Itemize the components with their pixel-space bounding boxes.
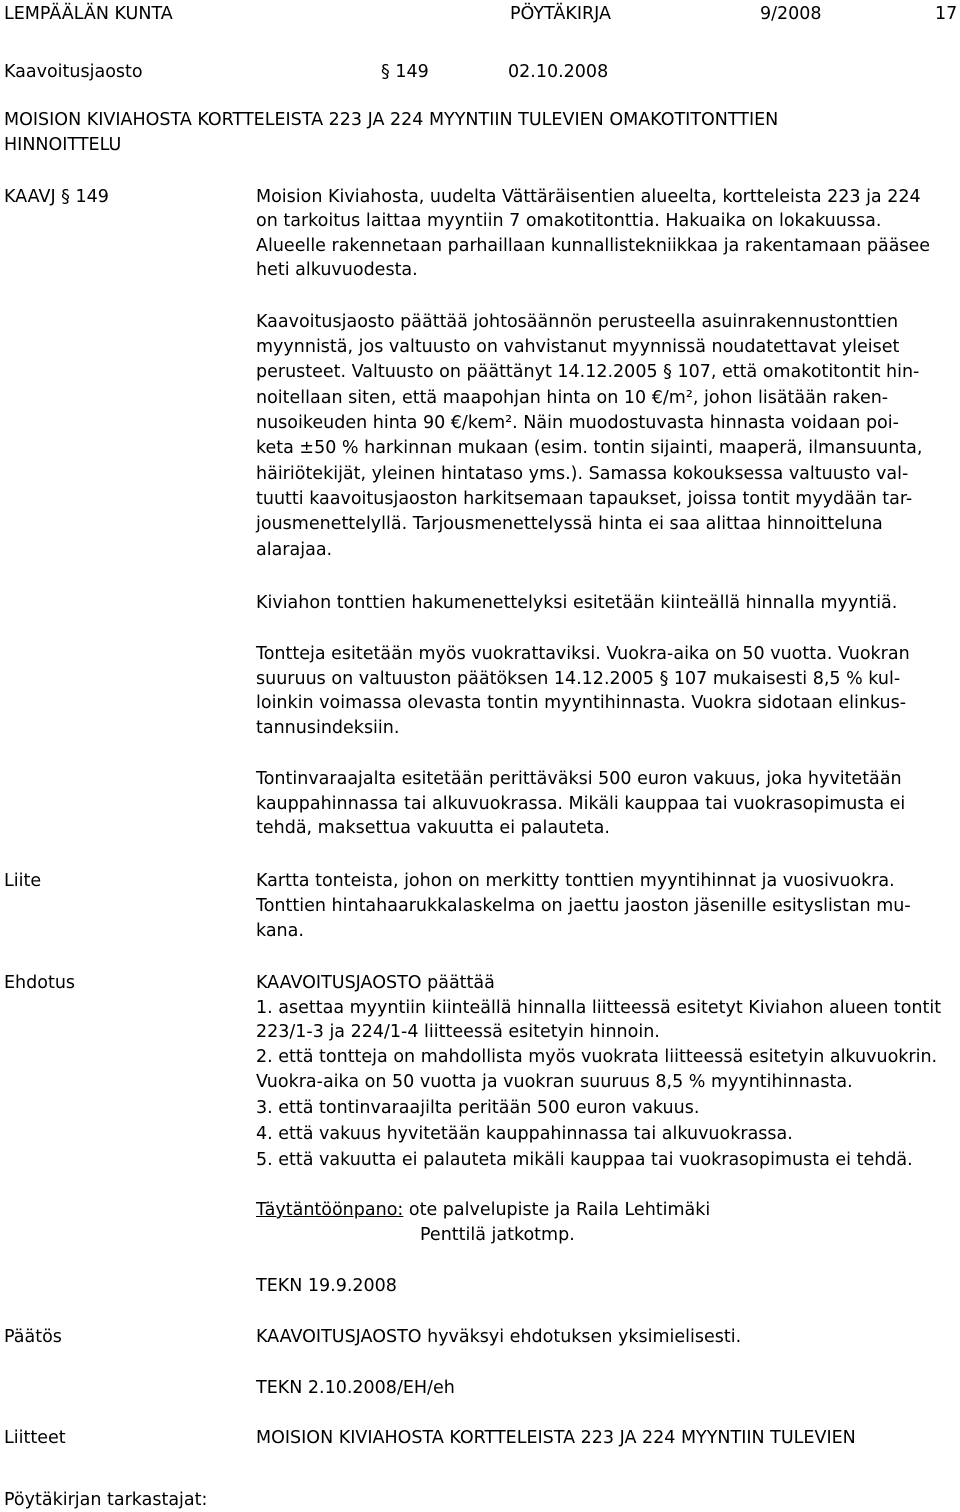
text-line: 3. että tontinvaraajilta peritään 500 euron vakuus. (256, 1098, 700, 1118)
text-line: alarajaa. (256, 540, 333, 560)
text-line: noitellaan siten, että maapohjan hinta on 10 €/m², johon lisätään raken- (256, 388, 889, 408)
text-line: jousmenettelyllä. Tarjousmenettelyssä hinta ei saa alittaa hinnoitteluna (256, 514, 883, 534)
page-number: 17 (935, 4, 958, 24)
text-line: Tontinvaraajalta esitetään perittäväksi 500 euron vakuus, joka hyvitetään (256, 769, 902, 789)
text-line: Vuokra-aika on 50 vuotta ja vuokran suuruus 8,5 % myyntihinnasta. (256, 1072, 853, 1092)
text-line: Moision Kiviahosta, uudelta Vättäräisentien alueelta, kortteleista 223 ja 224 (256, 187, 921, 207)
text-line: perusteet. Valtuusto on päättänyt 14.12.2005 § 107, että omakotitontit hin- (256, 362, 920, 382)
attachments-label: Liitteet (4, 1428, 66, 1448)
text-line: KAAVOITUSJAOSTO päättää (256, 973, 495, 993)
text-line: on tarkoitus laittaa myyntiin 7 omakotitonttia. Hakuaika on lokakuussa. (256, 211, 882, 231)
text-line: tehdä, maksettua vakuutta ei palauteta. (256, 818, 610, 838)
text-line: 223/1-3 ja 224/1-4 liitteessä esitetyin hinnoin. (256, 1022, 660, 1042)
text-line: kana. (256, 921, 304, 941)
section-number: § 149 (381, 62, 429, 82)
body-name: Kaavoitusjaosto (4, 62, 143, 82)
text-line: 5. että vakuutta ei palauteta mikäli kauppaa tai vuokrasopimusta ei tehdä. (256, 1150, 913, 1170)
enforcement-line (256, 1199, 710, 1221)
document-type: PÖYTÄKIRJA (510, 4, 611, 24)
text-line: heti alkuvuodesta. (256, 260, 418, 280)
municipality-name: LEMPÄÄLÄN KUNTA (4, 4, 173, 24)
decision-label: Päätös (4, 1327, 62, 1347)
text-line: Kartta tonteista, johon on merkitty tonttien myyntihinnat ja vuosivuokra. (256, 871, 895, 891)
text-line: tuutti kaavoitusjaoston harkitsemaan tapaukset, joissa tontit myydään tar- (256, 489, 913, 509)
text-line: keta ±50 % harkinnan mukaan (esim. tontin sijainti, maaperä, ilmansuunta, (256, 438, 923, 458)
text-line: Tonttien hintahaarukkalaskelma on jaettu jaoston jäsenille esityslistan mu- (256, 896, 911, 916)
reviewers-label: Pöytäkirjan tarkastajat: (4, 1490, 208, 1510)
decision-text: KAAVOITUSJAOSTO hyväksyi ehdotuksen yksimielisesti. (256, 1327, 742, 1347)
page-title-line-1: MOISION KIVIAHOSTA KORTTELEISTA 223 JA 224 MYYNTIIN TULEVIEN OMAKOTITONTTIEN (4, 110, 779, 130)
text-line: Tontteja esitetään myös vuokrattaviksi. Vuokra-aika on 50 vuotta. Vuokran (256, 644, 910, 664)
meeting-date: 02.10.2008 (508, 62, 609, 82)
text-line: häiriötekijät, yleinen hintataso yms.). Samassa kokouksessa valtuusto val- (256, 464, 909, 484)
decision-signature: TEKN 2.10.2008/EH/eh (256, 1378, 455, 1398)
enforcement-text: ote palvelupiste ja Raila Lehtimäki (403, 1200, 711, 1220)
text-line: tannusindeksiin. (256, 718, 400, 738)
text-line: nusoikeuden hinta 90 €/kem². Näin muodostuvasta hinnasta voidaan poi- (256, 413, 899, 433)
page-title-line-2: HINNOITTELU (4, 135, 122, 155)
text-line: kauppahinnassa tai alkuvuokrassa. Mikäli kauppaa tai vuokrasopimusta ei (256, 794, 906, 814)
text-line: 2. että tontteja on mahdollista myös vuokrata liitteessä esitetyin alkuvuokrin. (256, 1047, 938, 1067)
text-line: loinkin voimassa olevasta tontin myyntihinnasta. Vuokra sidotaan elinkus- (256, 693, 907, 713)
text-line: Kiviahon tonttien hakumenettelyksi esitetään kiinteällä hinnalla myyntiä. (256, 593, 898, 613)
section-reference: KAAVJ § 149 (4, 187, 109, 207)
proposal-signature: TEKN 19.9.2008 (256, 1276, 397, 1296)
document-number: 9/2008 (760, 4, 822, 24)
text-line: suuruus on valtuuston päätöksen 14.12.2005 § 107 mukaisesti 8,5 % kul- (256, 669, 901, 689)
attachment-label: Liite (4, 871, 42, 891)
attachments-text: MOISION KIVIAHOSTA KORTTELEISTA 223 JA 224 MYYNTIIN TULEVIEN (256, 1428, 856, 1448)
text-line: Kaavoitusjaosto päättää johtosäännön perusteella asuinrakennustonttien (256, 312, 899, 332)
text-line: myynnistä, jos valtuusto on vahvistanut myynnissä noudatettavat yleiset (256, 337, 900, 357)
enforcement-label: Täytäntöönpano: (256, 1200, 404, 1220)
text-line: 4. että vakuus hyvitetään kauppahinnassa tai alkuvuokrassa. (256, 1124, 793, 1144)
text-line: 1. asettaa myyntiin kiinteällä hinnalla liitteessä esitetyt Kiviahon alueen tontit (256, 998, 942, 1018)
enforcement-text-continued: Penttilä jatkotmp. (420, 1225, 575, 1245)
proposal-label: Ehdotus (4, 973, 76, 993)
text-line: Alueelle rakennetaan parhaillaan kunnallistekniikkaa ja rakentamaan pääsee (256, 236, 931, 256)
